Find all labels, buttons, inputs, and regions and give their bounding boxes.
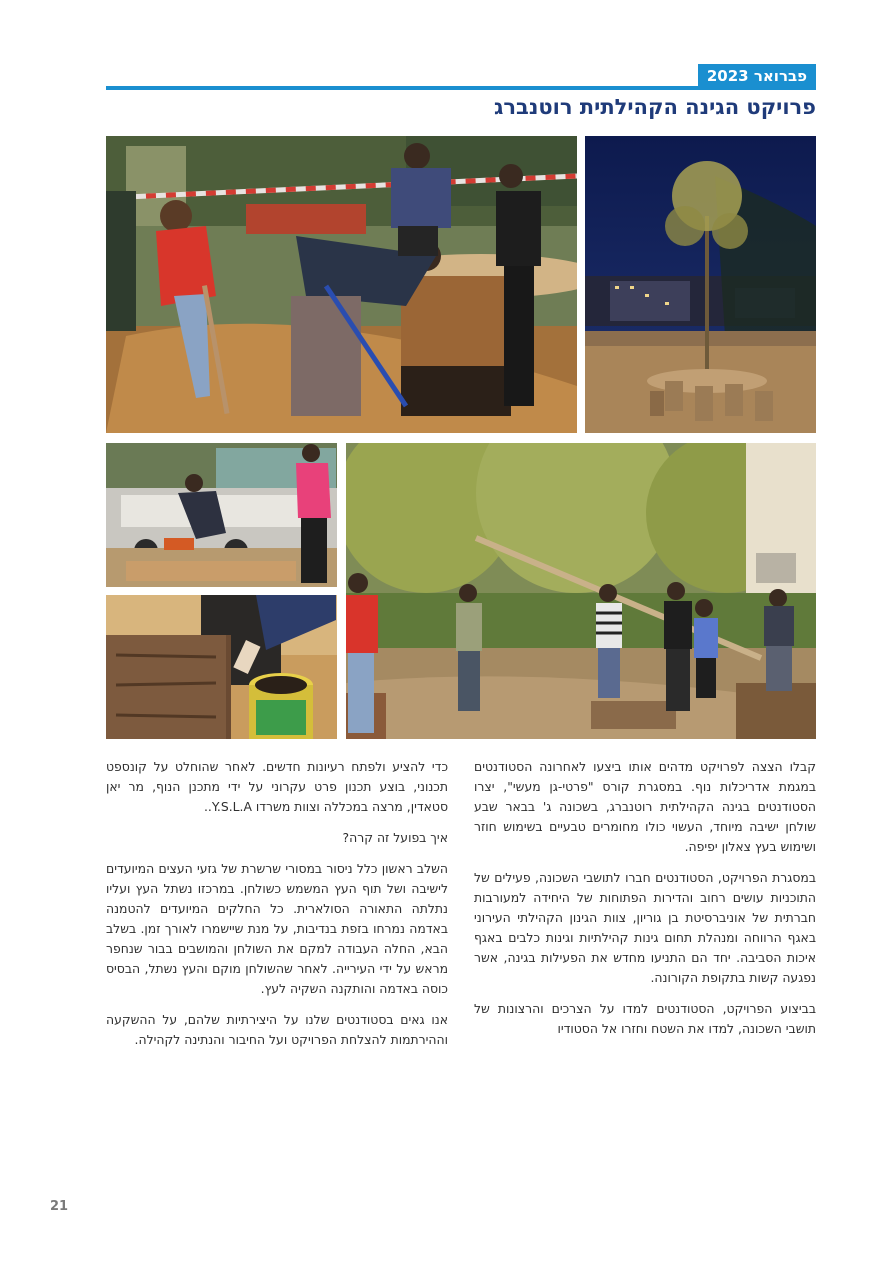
header-rule [106,86,816,90]
paragraph: קבלו הצצה לפרויקט מדהים אותו ביצעו לאחרונה הסטודנטים במגמת אדריכלות נוף. במסגרת קורס "פרטי-גן מעשי", יצרו הסטודנטים בגינה הקהילתית רוטנברג, בשכונה ג' בבאר שבע שולחן ישיבה מיוחד, העשוי כולו מחומרים טבעיים בשימוש חוזר ושימוש בעץ צאלון יפיפה. [474,759,816,854]
subheading: איך בפועל זה קרה? [342,830,448,845]
paragraph: השלב ראשון כלל ניסור במסורי שרשרת של גזעי העצים המיועדים לישיבה ושל תוף העץ המשמש כשולחן. במרכזו נשתל העץ ועליו נתלתה התאורה הסולארית. כל החלקים המיועדים להטמנה באדמה נמרחו בזפת בנדיבות, על מנת שיישמרו לאורך זמן. בשלב הבא, החלה העבודה למקם את השולחן והמושבים בבור שנחפר מראש על ידי העירייה. לאחר שהשולחן מוקם והעץ נשתל, הבסיס כוסה באדמה והותקנה השקיה לעץ. [106,861,448,996]
tree-raising-photo [346,443,816,739]
paragraph: במסגרת הפרויקט, הסטודנטים חברו לתושבי השכונה, פעילים של התוכניות עושים רחוב והדירות הפתוחות של היחידה למעורבות חברתית של אוניברסיטת בן גוריון, צוות הגינון הקהילתי העירוני באגף הרווחה ומנהלת תחום גינות קהילתיות וגינות כלבים באגף איכות הסביבה. יחד הם התניעו מחדש את הפעילות בגינה, אשר נפגעה קשות בתקופת הקורונה. [474,870,816,985]
article-column-right [474,757,816,1050]
article-column-left [106,757,448,1061]
page-number: 21 [50,1199,69,1214]
paint-log-photo [106,595,337,739]
paragraph: כדי להציע ולפתח רעיונות חדשים. לאחר שהוחלט על קונספט תכנוני, בוצע תכנון פרט עקרוני על ידי מתכנן הנוף, מר יאן סטאדין, מרצה במכללה וצוות משרדו Y.S.L.A.. [106,759,448,814]
date-badge: פברואר 2023 [698,64,816,88]
chainsaw-log-photo [106,443,337,587]
paragraph: בביצוע הפרויקט, הסטודנטים למדו על הצרכים והרצונות של תושבי השכונה, למדו את השטח וחזרו אל הסטודיו [474,1001,816,1036]
paragraph: אנו גאים בסטודנטים שלנו על היצירתיות שלהם, על ההשקעה וההירתמות להצלחת הפרויקט ועל החיבור והנתינה לקהילה. [106,1012,448,1047]
page-title: פרויקט הגינה הקהילתית רוטנברג [494,95,816,119]
students-digging-photo [106,136,577,433]
tree-at-night-photo [585,136,816,433]
